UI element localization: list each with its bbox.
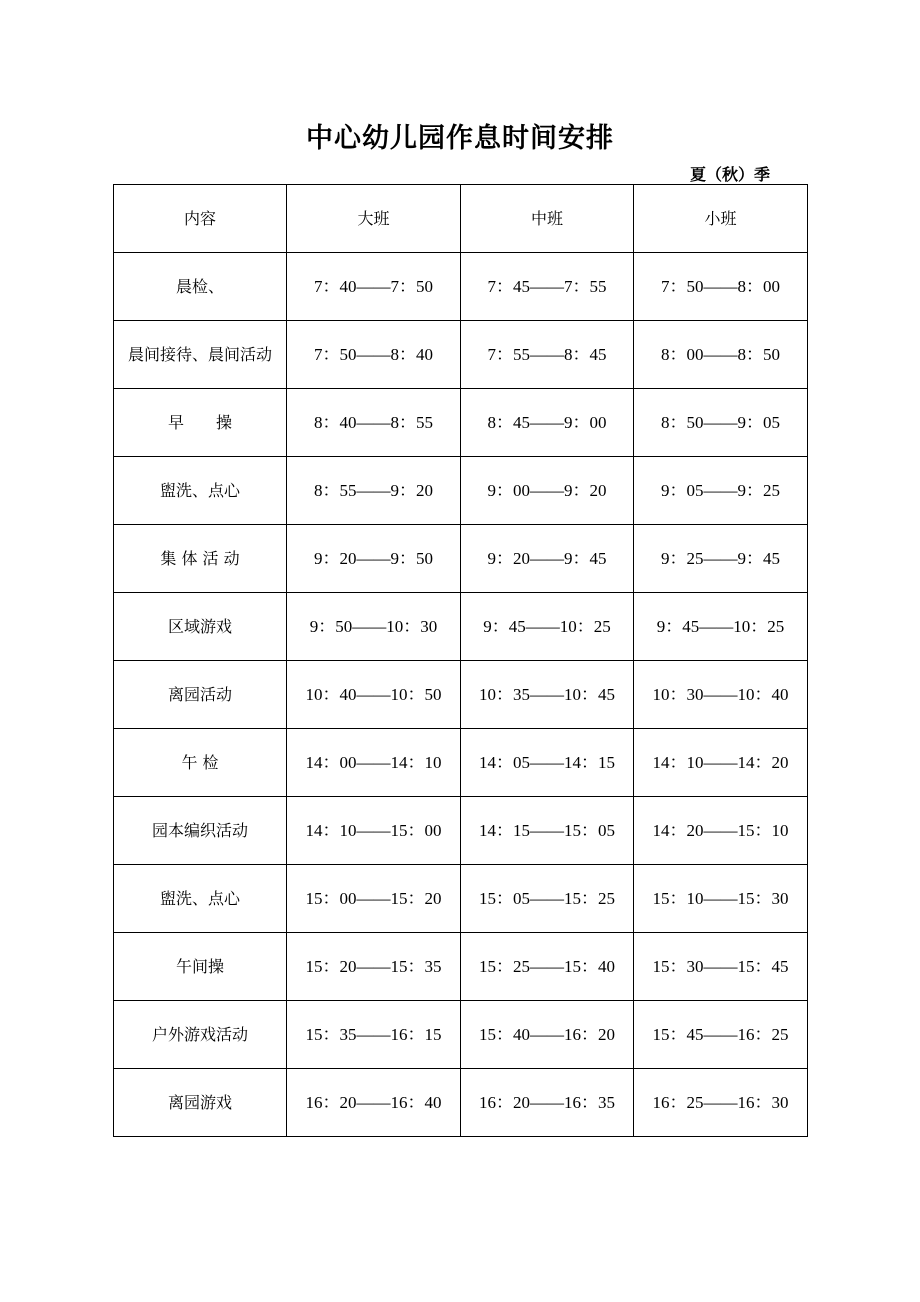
large-class-time: 15：20——15：35 (287, 933, 461, 1001)
activity-cell: 晨间接待、晨间活动 (114, 321, 287, 389)
small-class-time: 10：30——10：40 (634, 661, 808, 729)
header-middle-class: 中班 (461, 185, 634, 253)
middle-class-time: 16：20——16：35 (461, 1069, 634, 1137)
activity-cell: 午间操 (114, 933, 287, 1001)
middle-class-time: 15：05——15：25 (461, 865, 634, 933)
small-class-time: 16：25——16：30 (634, 1069, 808, 1137)
season-label: 夏（秋）季 (689, 165, 770, 184)
activity-cell: 早 操 (114, 389, 287, 457)
middle-class-time: 7：45——7：55 (461, 253, 634, 321)
small-class-time: 14：10——14：20 (634, 729, 808, 797)
activity-cell: 盥洗、点心 (114, 457, 287, 525)
table-row (114, 865, 808, 933)
small-class-time: 8：50——9：05 (634, 389, 808, 457)
table-row (114, 321, 808, 389)
table-row (114, 933, 808, 1001)
header-activity: 内容 (114, 185, 287, 253)
schedule-table (113, 184, 808, 1137)
activity-cell: 离园游戏 (114, 1069, 287, 1137)
small-class-time: 15：30——15：45 (634, 933, 808, 1001)
large-class-time: 7：50——8：40 (287, 321, 461, 389)
large-class-time: 15：00——15：20 (287, 865, 461, 933)
small-class-time: 8：00——8：50 (634, 321, 808, 389)
small-class-time: 9：45——10：25 (634, 593, 808, 661)
middle-class-time: 14：15——15：05 (461, 797, 634, 865)
table-row (114, 1069, 808, 1137)
middle-class-time: 9：45——10：25 (461, 593, 634, 661)
activity-cell: 盥洗、点心 (114, 865, 287, 933)
table-row (114, 729, 808, 797)
table-row (114, 253, 808, 321)
small-class-time: 7：50——8：00 (634, 253, 808, 321)
table-row (114, 661, 808, 729)
middle-class-time: 9：00——9：20 (461, 457, 634, 525)
large-class-time: 9：20——9：50 (287, 525, 461, 593)
small-class-time: 14：20——15：10 (634, 797, 808, 865)
activity-cell: 户外游戏活动 (114, 1001, 287, 1069)
header-small-class: 小班 (634, 185, 808, 253)
table-row (114, 593, 808, 661)
small-class-time: 15：10——15：30 (634, 865, 808, 933)
small-class-time: 9：25——9：45 (634, 525, 808, 593)
activity-cell: 区域游戏 (114, 593, 287, 661)
middle-class-time: 10：35——10：45 (461, 661, 634, 729)
middle-class-time: 15：40——16：20 (461, 1001, 634, 1069)
activity-cell: 离园活动 (114, 661, 287, 729)
large-class-time: 10：40——10：50 (287, 661, 461, 729)
large-class-time: 14：10——15：00 (287, 797, 461, 865)
large-class-time: 8：55——9：20 (287, 457, 461, 525)
middle-class-time: 7：55——8：45 (461, 321, 634, 389)
small-class-time: 9：05——9：25 (634, 457, 808, 525)
table-header-row (114, 185, 808, 253)
middle-class-time: 8：45——9：00 (461, 389, 634, 457)
activity-cell: 午 检 (114, 729, 287, 797)
table-row (114, 457, 808, 525)
large-class-time: 7：40——7：50 (287, 253, 461, 321)
middle-class-time: 9：20——9：45 (461, 525, 634, 593)
table-row (114, 389, 808, 457)
large-class-time: 15：35——16：15 (287, 1001, 461, 1069)
middle-class-time: 15：25——15：40 (461, 933, 634, 1001)
activity-cell: 园本编织活动 (114, 797, 287, 865)
large-class-time: 16：20——16：40 (287, 1069, 461, 1137)
large-class-time: 14：00——14：10 (287, 729, 461, 797)
activity-cell: 晨检、 (114, 253, 287, 321)
table-row (114, 1001, 808, 1069)
middle-class-time: 14：05——14：15 (461, 729, 634, 797)
activity-cell: 集 体 活 动 (114, 525, 287, 593)
header-large-class: 大班 (287, 185, 461, 253)
small-class-time: 15：45——16：25 (634, 1001, 808, 1069)
page-title: 中心幼儿园作息时间安排 (306, 123, 614, 154)
table-row (114, 797, 808, 865)
large-class-time: 8：40——8：55 (287, 389, 461, 457)
table-row (114, 525, 808, 593)
large-class-time: 9：50——10：30 (287, 593, 461, 661)
